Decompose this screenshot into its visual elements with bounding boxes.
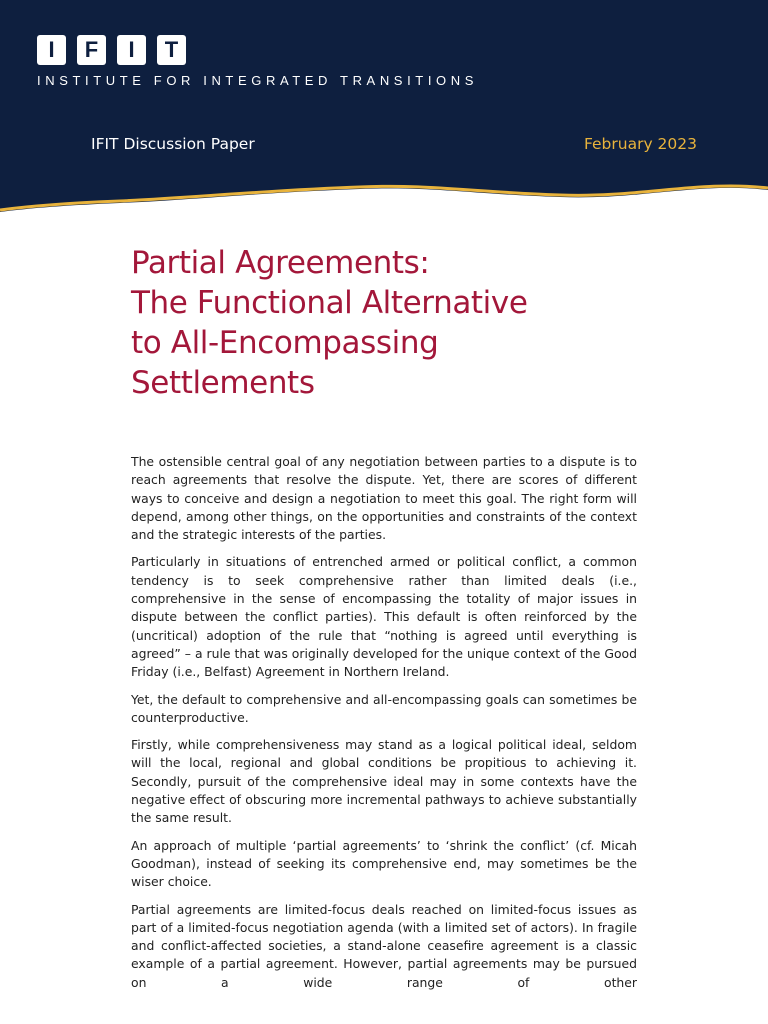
- publication-date: February 2023: [583, 135, 697, 153]
- logo-letter: F: [77, 35, 106, 65]
- paragraph: Partial agreements are limited-focus deals reached on limited-focus issues as part of a limited-focus negotiation agenda (with a limited set of actors). In fragile and conflict-affected societies, a stand-alone ceasefire agreement is a classic example of a partial agreement. However, partial agreements may be pursued on a wide range of other: [131, 901, 637, 990]
- document-type: IFIT Discussion Paper: [91, 135, 255, 153]
- logo-letter: T: [157, 35, 186, 65]
- paper-title: [131, 243, 691, 403]
- paragraph: An approach of multiple ‘partial agreements’ to ‘shrink the conflict’ (cf. Micah Goodman), instead of seeking its comprehensive end, may sometimes be the wiser choice.: [131, 837, 637, 890]
- paragraph: Firstly, while comprehensiveness may stand as a logical political ideal, seldom will the local, regional and global conditions be propitious to achieving it. Secondly, pursuit of the comprehensive ideal may in some contexts have the negative effect of obscuring more incremental pathways to achieve substantially the same result.: [131, 737, 637, 826]
- paragraph: The ostensible central goal of any negotiation between parties to a dispute is to reach agreements that resolve the dispute. Yet, there are scores of different ways to conceive and design a negotiation to meet this goal. The right form will depend, among other things, on the opportunities and constraints of the context and the strategic interests of the parties.: [131, 454, 637, 543]
- body-text: [131, 453, 637, 1001]
- logo-letter: I: [37, 35, 66, 65]
- paragraph: Yet, the default to comprehensive and all-encompassing goals can sometimes be counterproductive.: [131, 691, 637, 725]
- header-banner: [0, 0, 768, 216]
- title-line: to All-Encompassing: [131, 325, 439, 361]
- paragraph: Particularly in situations of entrenched armed or political conflict, a common tendency is to seek comprehensive rather than limited deals (i.e., comprehensive in the sense of encompassing the totality of major issues in dispute between the conflict parties). This default is often reinforced by the (uncritical) adoption of the rule that “nothing is agreed until everything is agreed” – a rule that was originally developed for the unique context of the Good Friday (i.e., Belfast) Agreement in Northern Ireland.: [131, 554, 637, 680]
- logo-letter: I: [117, 35, 146, 65]
- title-line: The Functional Alternative: [131, 285, 528, 321]
- title-line: Settlements: [131, 365, 315, 401]
- title-line: Partial Agreements:: [131, 245, 430, 281]
- institute-tagline: INSTITUTE FOR INTEGRATED TRANSITIONS: [37, 73, 479, 88]
- ifit-logo: [37, 35, 186, 65]
- header-background: [0, 0, 768, 216]
